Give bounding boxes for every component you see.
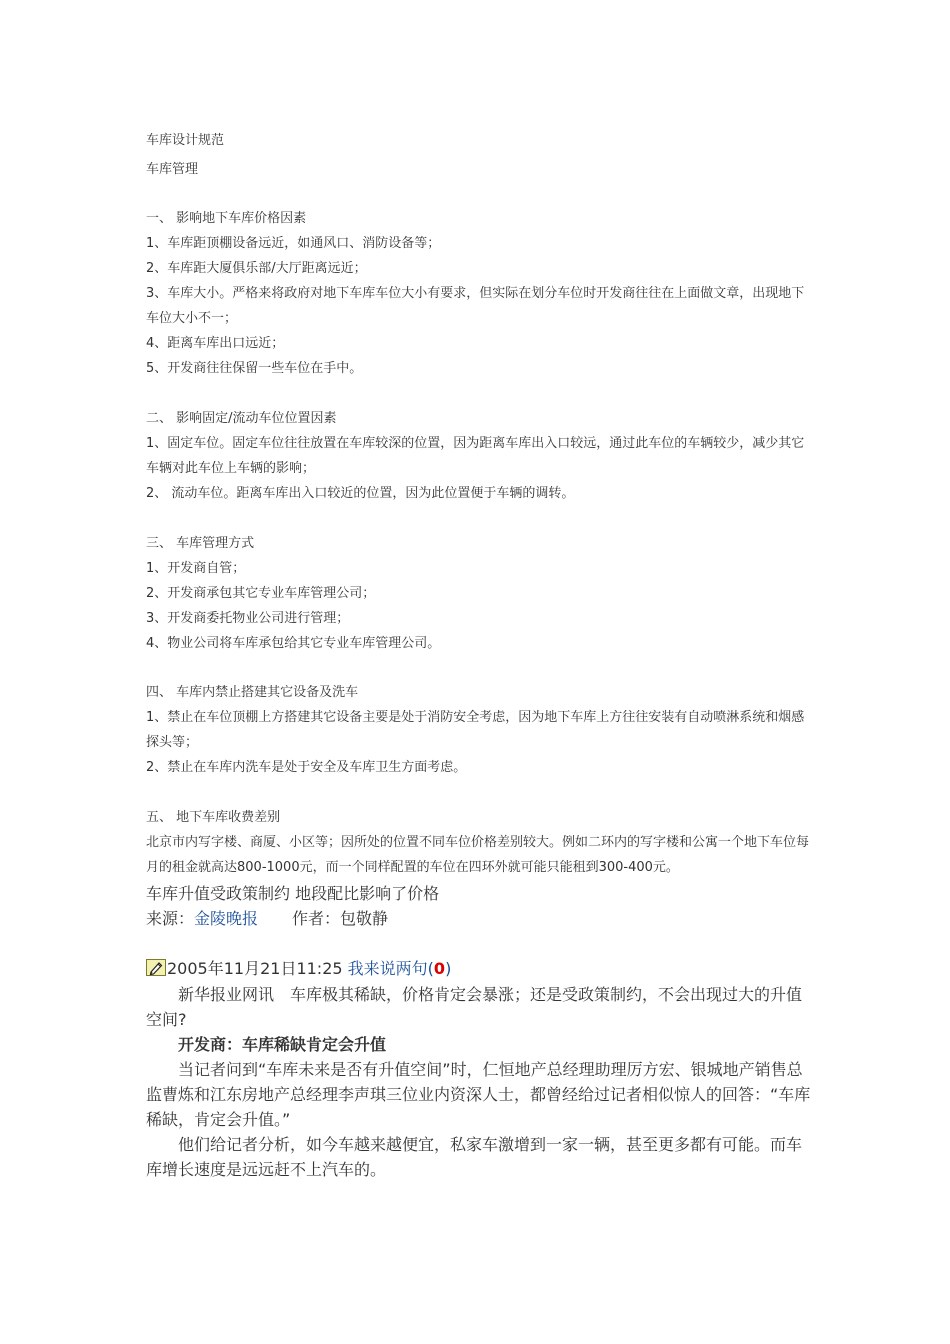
section-heading: 四、 车库内禁止搭建其它设备及洗车 [146, 685, 359, 700]
article-headline: 车库升值受政策制约 地段配比影响了价格 [146, 884, 440, 903]
doc-title: 车库设计规范 [146, 133, 225, 148]
comment-paren-close: ) [445, 959, 452, 978]
article-byline [146, 906, 811, 931]
author-name: 包敬静 [340, 909, 389, 928]
list-item: 3、开发商委托物业公司进行管理； [146, 611, 350, 626]
section-heading: 一、 影响地下车库价格因素 [146, 211, 307, 226]
list-item: 2、 流动车位。距离车库出入口较近的位置，因为此位置便于车辆的调转。 [146, 486, 575, 501]
section-heading: 三、 车库管理方式 [146, 536, 255, 551]
list-item: 5、开发商往往保留一些车位在手中。 [146, 361, 363, 376]
source-link[interactable]: 金陵晚报 [194, 909, 259, 928]
comment-link[interactable]: 我来说两句 [347, 959, 428, 978]
pencil-icon[interactable] [146, 958, 166, 975]
list-item: 2、开发商承包其它专业车库管理公司； [146, 586, 376, 601]
list-item: 2、禁止在车库内洗车是处于安全及车库卫生方面考虑。 [146, 760, 467, 775]
comment-count[interactable]: 0 [433, 959, 446, 978]
list-item: 4、物业公司将车库承包给其它专业车库管理公司。 [146, 636, 441, 651]
article-paragraph: 新华报业网讯 车库极其稀缺，价格肯定会暴涨；还是受政策制约，不会出现过大的升值空间? [146, 985, 803, 1029]
list-item: 1、车库距顶棚设备远近，如通风口、消防设备等； [146, 236, 441, 251]
author-label: 作者： [292, 909, 341, 928]
article-date: 2005年11月21日11:25 [167, 959, 343, 978]
list-item: 1、开发商自管； [146, 561, 246, 576]
source-label: 来源： [146, 909, 195, 928]
article-meta [146, 956, 811, 981]
article-subhead: 开发商：车库稀缺肯定会升值 [178, 1035, 387, 1054]
list-item: 2、车库距大厦俱乐部/大厅距离远近； [146, 261, 367, 276]
section-2 [146, 406, 811, 506]
list-item: 1、固定车位。固定车位往往放置在车库较深的位置，因为距离车库出入口较远，通过此车位的车辆较少，减少其它车辆对此车位上车辆的影响； [146, 436, 805, 476]
section-3 [146, 531, 811, 656]
paragraph: 北京市内写字楼、商厦、小区等；因所处的位置不同车位价格差别较大。例如二环内的写字楼和公寓一个地下车位每月的租金就高达800-1000元，而一个同样配置的车位在四环外就可能只能租到300-400元。 [146, 835, 810, 875]
doc-subtitle: 车库管理 [146, 162, 199, 177]
article-paragraph: 当记者问到“车库未来是否有升值空间”时，仁恒地产总经理助理厉方宏、银城地产销售总监曹炼和江东房地产总经理李声琪三位业内资深人士，都曾经给过记者相似惊人的回答：“车库稀缺，肯定会升值。” [146, 1060, 811, 1129]
article-paragraph: 他们给记者分析，如今车越来越便宜，私家车激增到一家一辆，甚至更多都有可能。而车库增长速度是远远赶不上汽车的。 [146, 1135, 803, 1179]
section-4 [146, 680, 811, 780]
article-body [146, 982, 811, 1182]
list-item: 4、距离车库出口远近； [146, 336, 285, 351]
section-5 [146, 805, 811, 880]
list-item: 3、车库大小。严格来将政府对地下车库车位大小有要求，但实际在划分车位时开发商往往在上面做文章，出现地下车位大小不一； [146, 286, 805, 326]
section-heading: 二、 影响固定/流动车位位置因素 [146, 411, 337, 426]
list-item: 1、禁止在车位顶棚上方搭建其它设备主要是处于消防安全考虑，因为地下车库上方往往安装有自动喷淋系统和烟感探头等； [146, 710, 805, 750]
section-heading: 五、 地下车库收费差别 [146, 810, 281, 825]
comment-paren-open: ( [427, 959, 434, 978]
article [146, 881, 811, 931]
section-1 [146, 206, 811, 381]
